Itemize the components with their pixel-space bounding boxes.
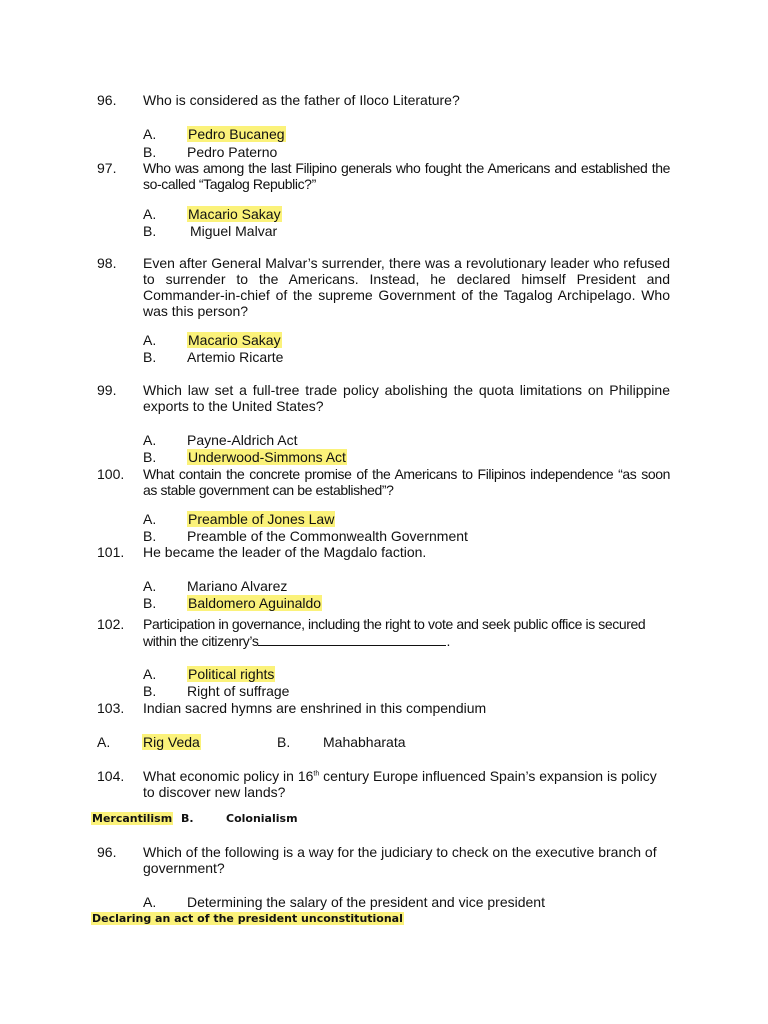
answer-option: Payne-Aldrich Act (187, 432, 298, 448)
answer-option-highlighted: Political rights (188, 666, 275, 682)
answer-option-highlighted: Baldomero Aguinaldo (188, 595, 322, 611)
question-number: 99. (97, 382, 117, 398)
question-number: 98. (97, 255, 117, 271)
option-letter: B. (143, 683, 157, 699)
question-number: 103. (97, 700, 125, 716)
question-text: Who was among the last Filipino generals who fought the Americans and established the so-called “Tagalog Republic?” (143, 160, 670, 192)
answer-option: Mahabharata (323, 734, 406, 750)
option-letter: A. (143, 126, 157, 142)
option-letter: A. (143, 206, 157, 222)
ordinal-suffix: th (313, 770, 320, 778)
question-text: What contain the concrete promise of the Americans to Filipinos independence “as soon as stable government can be established”? (143, 466, 670, 498)
option-letter: B. (277, 734, 291, 750)
option-letter: A. (97, 734, 111, 750)
question-text-fragment: century Europe influenced Spain’s expansion is policy (319, 768, 657, 784)
question-number: 96. (97, 844, 117, 860)
option-letter: B. (143, 223, 157, 239)
question-number: 96. (97, 92, 117, 108)
answer-option-highlighted: Pedro Bucaneg (188, 126, 285, 142)
question-number: 97. (97, 160, 117, 176)
question-text-line2: to discover new lands? (143, 784, 286, 800)
question-number: 100. (97, 466, 125, 482)
question-number: 101. (97, 544, 125, 560)
question-text: Indian sacred hymns are enshrined in this compendium (143, 700, 487, 716)
question-text: Participation in governance, including the right to vote and seek public office is secured (143, 616, 646, 632)
question-text-fragment: within the citizenry’s (143, 633, 259, 649)
answer-option: Artemio Ricarte (187, 349, 284, 365)
answer-option-highlighted: Macario Sakay (188, 206, 281, 222)
question-text: Which of the following is a way for the judiciary to check on the executive branch of government? (143, 844, 657, 876)
answer-option-highlighted: Rig Veda (143, 734, 200, 750)
option-letter: A. (143, 332, 157, 348)
question-text: He became the leader of the Magdalo faction. (143, 544, 427, 560)
option-letter: B. (143, 144, 157, 160)
answer-option-highlighted: Underwood-Simmons Act (188, 449, 346, 465)
question-number: 102. (97, 616, 125, 632)
option-letter: B. (181, 812, 194, 825)
option-letter: A. (143, 511, 157, 527)
question-text-fragment: . (446, 633, 450, 649)
option-letter: B. (143, 349, 157, 365)
answer-option: Miguel Malvar (190, 223, 278, 239)
option-letter: B. (143, 595, 157, 611)
question-number: 104. (97, 768, 125, 784)
option-letter: B. (143, 528, 157, 544)
answer-option: Colonialism (226, 812, 298, 825)
question-text (143, 768, 657, 784)
option-letter: B. (143, 449, 157, 465)
question-text-line2 (143, 633, 450, 649)
option-letter: A. (143, 578, 157, 594)
option-letter: A. (143, 666, 157, 682)
answer-option-highlighted: Declaring an act of the president unconstitutional (92, 912, 403, 925)
question-text: Who is considered as the father of Iloco Literature? (143, 92, 460, 108)
answer-option: Pedro Paterno (187, 144, 278, 160)
option-letter: A. (143, 432, 157, 448)
option-letter: A. (143, 894, 157, 910)
answer-option: Preamble of the Commonwealth Government (187, 528, 468, 544)
answer-blank (258, 633, 446, 646)
answer-option: Determining the salary of the president and vice president (187, 894, 545, 910)
answer-option-highlighted: Macario Sakay (188, 332, 281, 348)
answer-option: Mariano Alvarez (187, 578, 288, 594)
answer-option: Right of suffrage (187, 683, 290, 699)
answer-option-highlighted: Mercantilism (92, 812, 173, 825)
answer-option-highlighted: Preamble of Jones Law (188, 511, 335, 527)
question-text: Even after General Malvar’s surrender, there was a revolutionary leader who refused to surrender to the Americans. Instead, he declared himself President and Commander-in-chief of the supreme Government of the Tagalog Archipelago. Who was this person? (143, 255, 670, 319)
question-text-fragment: What economic policy in 16 (143, 768, 314, 784)
question-text: Which law set a full-tree trade policy abolishing the quota limitations on Philippine exports to the United States? (143, 382, 670, 414)
